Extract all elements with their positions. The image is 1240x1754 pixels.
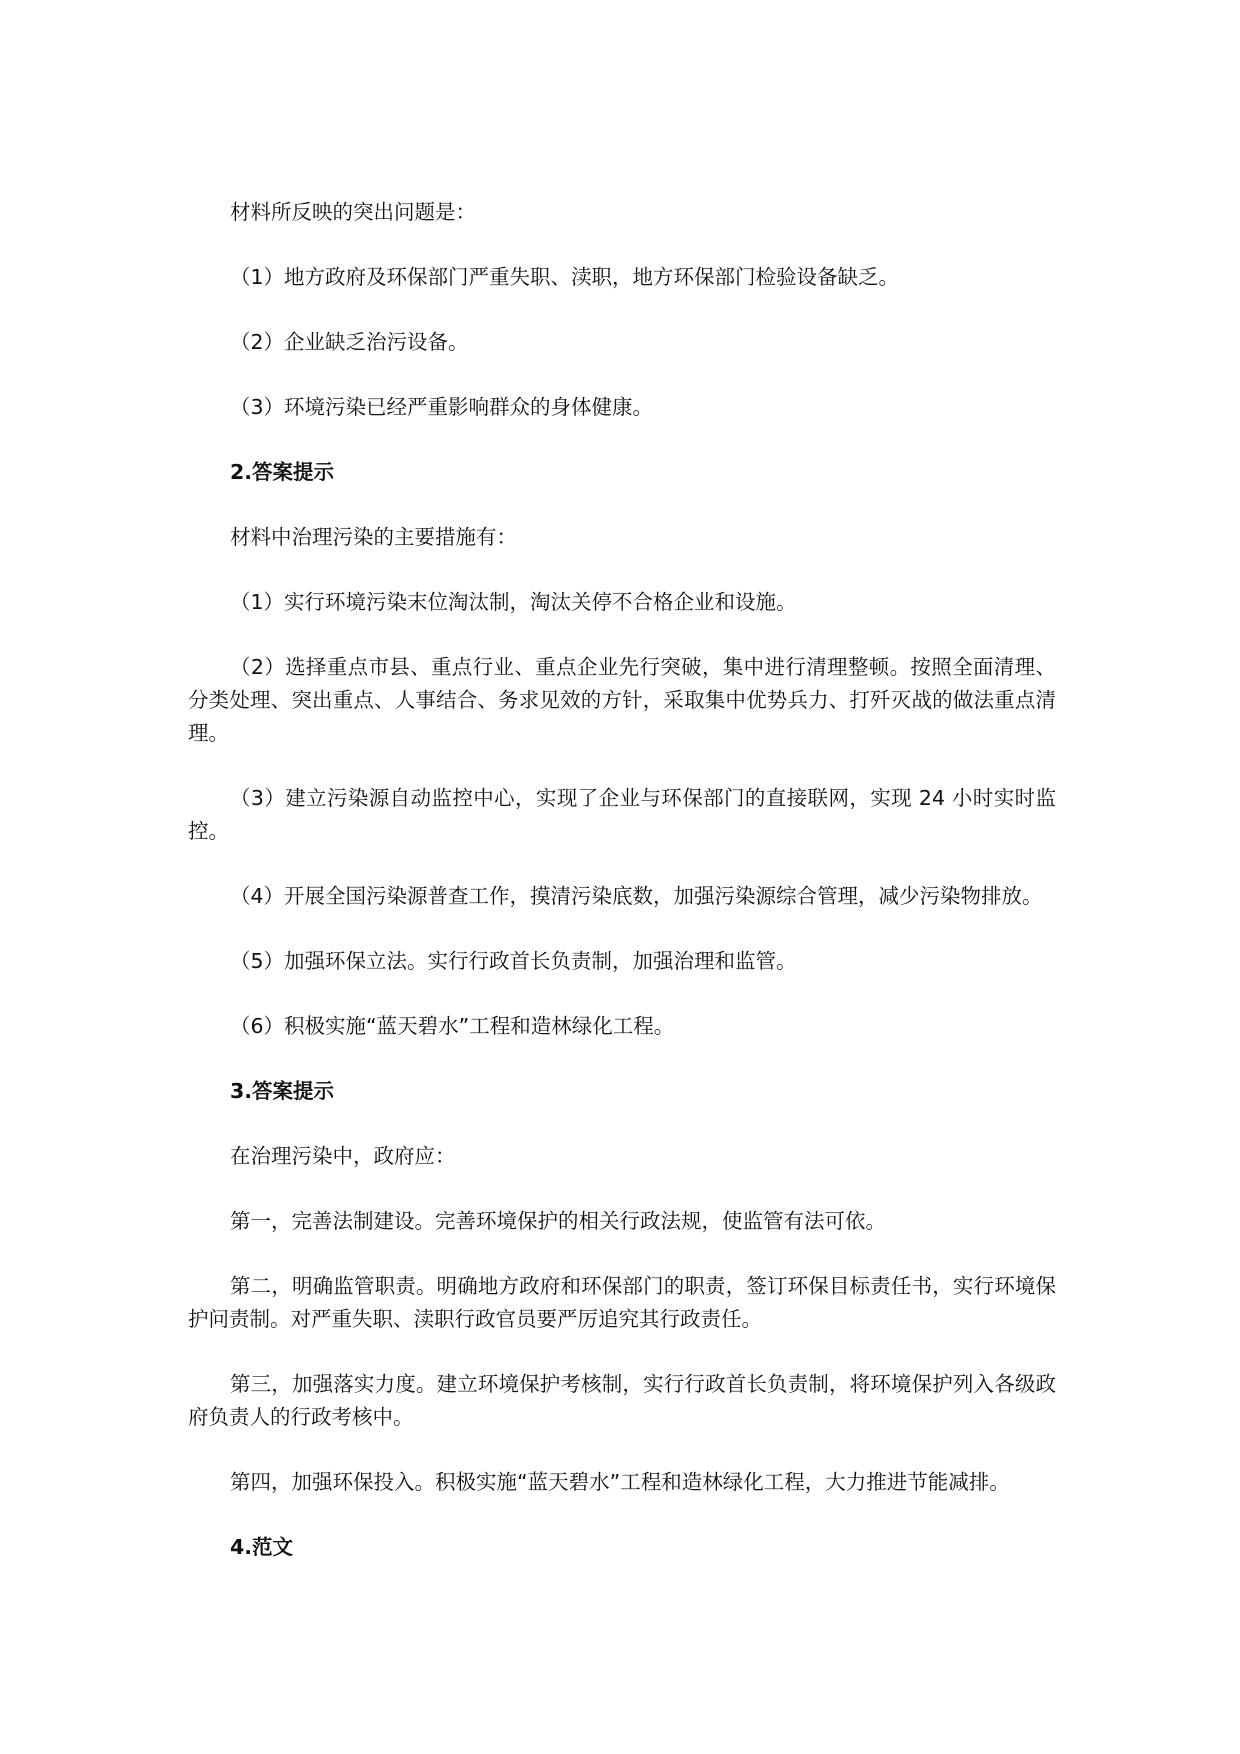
paragraph-problem-3: （3）环境污染已经严重影响群众的身体健康。 (230, 395, 654, 419)
paragraph-government-2: 第二，明确监管职责。明确地方政府和环保部门的职责，签订环保目标责任书，实行环境保护问责制。对严重失职、渎职行政官员要严厉追究其行政责任。 (188, 1274, 1056, 1331)
paragraph-measure-4: （4）开展全国污染源普查工作，摸清污染底数，加强污染源综合管理，减少污染物排放。 (230, 884, 1043, 908)
paragraph-government-intro: 在治理污染中，政府应： (230, 1144, 456, 1168)
paragraph-measure-3: （3）建立污染源自动监控中心，实现了企业与环保部门的直接联网，实现 24 小时实时监控。 (188, 786, 1056, 843)
paragraph-problem-2: （2）企业缺乏治污设备。 (230, 330, 469, 354)
paragraph-measures-intro: 材料中治理污染的主要措施有： (230, 525, 517, 549)
paragraph-government-3: 第三，加强落实力度。建立环境保护考核制，实行行政首长负责制，将环境保护列入各级政府负责人的行政考核中。 (188, 1372, 1056, 1429)
section-heading-2: 2.答案提示 (230, 460, 335, 484)
paragraph-government-4: 第四，加强环保投入。积极实施“蓝天碧水”工程和造林绿化工程，大力推进节能减排。 (230, 1470, 1010, 1494)
paragraph-measure-2: （2）选择重点市县、重点行业、重点企业先行突破，集中进行清理整顿。按照全面清理、分类处理、突出重点、人事结合、务求见效的方针，采取集中优势兵力、打歼灭战的做法重点清理。 (188, 655, 1056, 745)
paragraph-measure-1: （1）实行环境污染末位淘汰制，淘汰关停不合格企业和设施。 (230, 590, 797, 614)
paragraph-problem-1: （1）地方政府及环保部门严重失职、渎职，地方环保部门检验设备缺乏。 (230, 265, 900, 289)
paragraph-measure-5: （5）加强环保立法。实行行政首长负责制，加强治理和监管。 (230, 949, 797, 973)
paragraph-problems-intro: 材料所反映的突出问题是： (230, 200, 476, 224)
section-heading-4: 4.范文 (230, 1535, 294, 1559)
paragraph-government-1: 第一，完善法制建设。完善环境保护的相关行政法规，使监管有法可依。 (230, 1209, 886, 1233)
document-body (188, 196, 1056, 1596)
paragraph-measure-6: （6）积极实施“蓝天碧水”工程和造林绿化工程。 (230, 1014, 675, 1038)
section-heading-3: 3.答案提示 (230, 1079, 335, 1103)
